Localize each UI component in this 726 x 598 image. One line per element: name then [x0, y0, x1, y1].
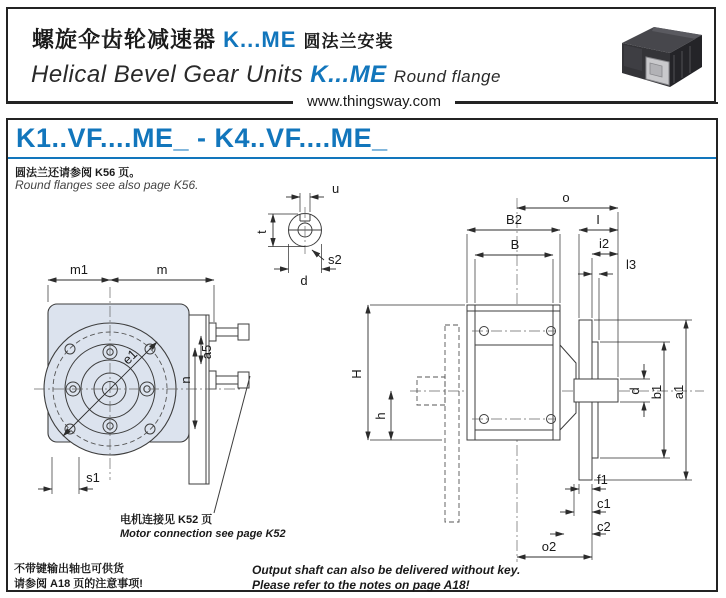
dim-label-o2: o2 — [541, 539, 557, 554]
dim-label-m1: m1 — [69, 262, 89, 277]
website-link[interactable]: www.thingsway.com — [293, 93, 455, 110]
dim-label-H: H — [349, 369, 364, 379]
dim-label-a1: a1 — [671, 384, 686, 400]
dim-label-e1: e1 — [119, 346, 141, 368]
keyless-note-zh — [14, 562, 143, 592]
side-view — [349, 190, 704, 562]
output-shaft — [574, 379, 618, 402]
dim-label-I: I — [596, 212, 600, 227]
dim-label-m: m — [156, 262, 168, 277]
front-view — [34, 262, 250, 513]
title-en-model: K...ME — [310, 61, 387, 88]
dim-label-n: n — [178, 376, 193, 384]
dim-label-B2: B2 — [506, 212, 522, 227]
title-model: K...ME — [223, 27, 297, 52]
housing-side — [467, 305, 560, 440]
keyless-note-en-line2: Please refer to the notes on page A18! — [252, 578, 470, 592]
keyless-note-en — [252, 563, 520, 593]
header-box — [6, 7, 716, 103]
motor-connection-note — [120, 513, 286, 541]
dim-label-B: B — [510, 237, 520, 252]
product-photo — [612, 15, 712, 99]
motor-bolt-top — [209, 323, 249, 341]
dim-label-b1: b1 — [649, 384, 664, 400]
shaft-section-detail — [254, 181, 342, 288]
section-heading: K1..VF....ME_ - K4..VF....ME_ — [16, 123, 388, 153]
content-box — [6, 118, 718, 592]
dim-label-c2: c2 — [597, 519, 611, 534]
technical-drawing — [8, 120, 716, 590]
dim-label-s1: s1 — [86, 470, 100, 485]
motor-note-leader — [214, 376, 250, 513]
dim-label-l3: l3 — [626, 257, 637, 272]
hidden-flange-plate — [445, 325, 459, 522]
dim-label-a5: a5 — [199, 344, 214, 360]
keyless-note-zh-line1: 不带键输出轴也可供货 — [14, 563, 124, 575]
dim-label-d-detail: d — [300, 273, 308, 288]
page-title-en — [31, 61, 501, 89]
title-zh-main: 螺旋伞齿轮减速器 — [32, 27, 217, 52]
dim-label-o: o — [562, 190, 570, 205]
title-zh-suffix: 圆法兰安装 — [303, 32, 394, 51]
dim-label-c1: c1 — [597, 496, 611, 511]
keyless-note-en-line1: Output shaft can also be delivered without key. — [252, 563, 521, 577]
dim-label-s2: s2 — [328, 252, 342, 267]
flange-note-en: Round flanges see also page K56. — [15, 178, 199, 192]
dim-label-i2: i2 — [598, 236, 610, 251]
dim-label-h: h — [373, 412, 388, 420]
dim-label-t: t — [254, 230, 269, 234]
title-en-main: Helical Bevel Gear Units — [31, 61, 304, 88]
keyless-note-zh-line2: 请参阅 A18 页的注意事项! — [14, 578, 143, 590]
motor-note-zh: 电机连接见 K52 页 — [120, 514, 213, 526]
motor-bolt-bottom — [209, 371, 249, 389]
dim-label-d: d — [627, 387, 642, 395]
title-en-suffix: Round flange — [393, 67, 501, 86]
flange-note-zh: 圆法兰还请参阅 K56 页。 — [15, 167, 141, 179]
dim-label-u: u — [332, 181, 340, 196]
dim-label-f1: f1 — [597, 472, 608, 487]
motor-note-en: Motor connection see page K52 — [120, 528, 286, 540]
page-title-zh — [32, 23, 394, 54]
